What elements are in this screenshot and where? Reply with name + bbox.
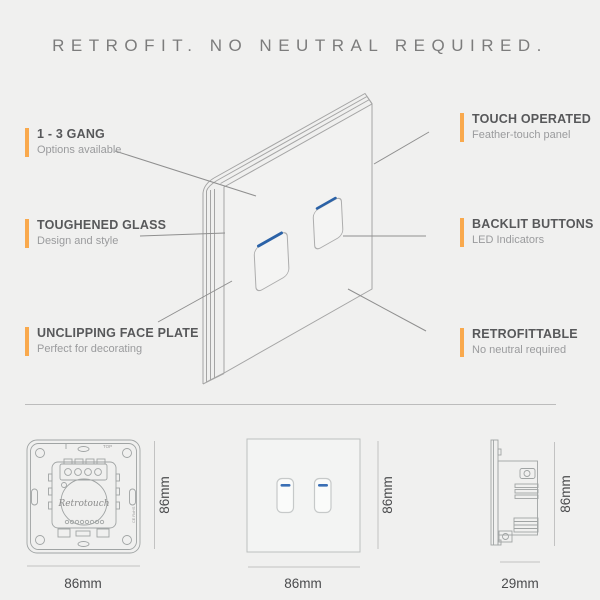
callout-sub: Design and style [37,235,119,247]
back-height-label: 86mm [157,476,172,514]
callout-sub: Feather-touch panel [472,129,571,141]
side-depth-label: 29mm [501,576,539,591]
callout-sub: LED Indicators [472,234,545,246]
callout-heading: UNCLIPPING FACE PLATE [37,326,199,340]
callout-heading: 1 - 3 GANG [37,127,105,141]
callout-heading: RETROFITTABLE [472,327,578,341]
side-height-label: 86mm [558,475,573,513]
callout-sub: Options available [37,144,122,156]
front-led-2 [318,484,328,487]
callout-heading: TOUCH OPERATED [472,112,592,126]
front-height-label: 86mm [380,476,395,514]
page-title: RETROFIT. NO NEUTRAL REQUIRED. [52,36,548,55]
side-view-figure [491,440,538,545]
front-button-2 [315,479,332,513]
brand-script: Retrotouch [58,499,110,509]
front-button-1 [277,479,294,513]
front-view-figure [247,439,360,552]
front-led-1 [281,484,291,487]
callout-heading: BACKLIT BUTTONS [472,217,594,231]
cert-marking: CE RoHS [132,506,136,523]
back-view-dimensions [27,441,172,591]
front-width-label: 86mm [284,576,322,591]
callout-sub: Perfect for decorating [37,343,143,355]
callout-sub: No neutral required [472,344,567,356]
back-view-figure [27,440,140,553]
side-view-dimensions [500,442,573,591]
callout-heading: TOUGHENED GLASS [37,218,167,232]
back-width-label: 86mm [64,576,102,591]
top-marking: TOP [103,444,113,449]
